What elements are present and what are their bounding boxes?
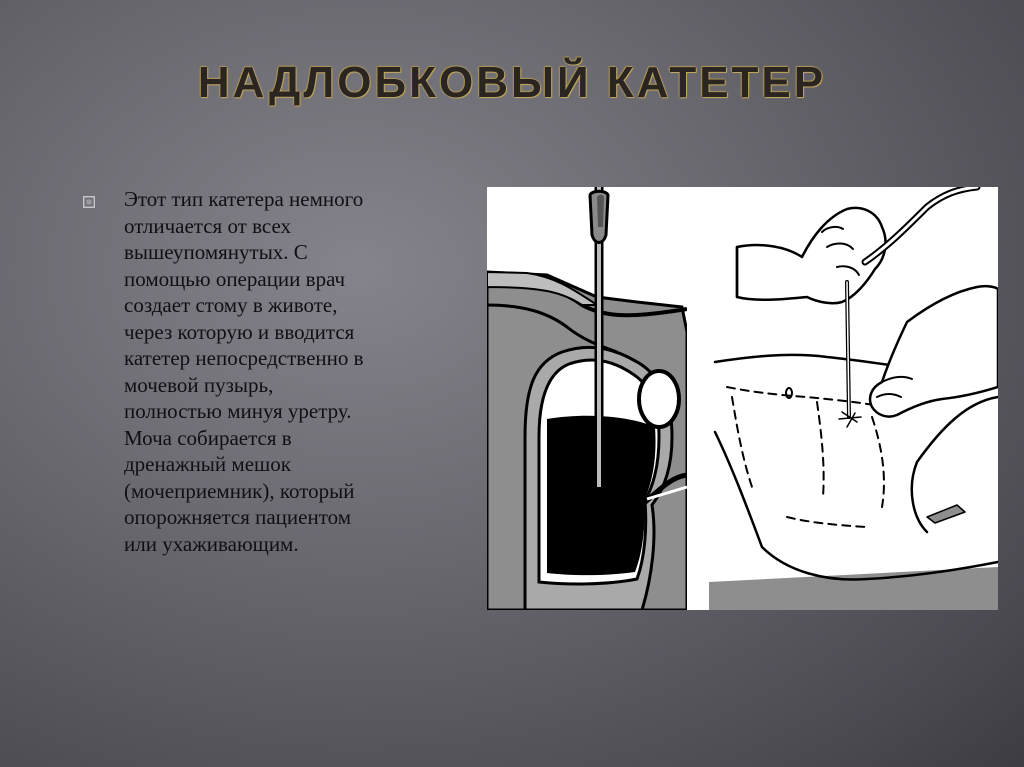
catheter-insertion-drawing (709, 187, 998, 610)
slide-content (80, 186, 485, 557)
bullet-text: Этот тип катетера немного отличается от всех вышеупомянутых. С помощью операции врач создает стому в животе, через которую и вводится катетер непосредственно в мочевой пузырь, полностью минуя уретру. Моча собирается в дренажный мешок (мочеприемник), который опорожняется пациентом или ухаживающим. (124, 187, 364, 556)
suprapubic-catheter-illustration (487, 187, 998, 610)
bladder-cross-section (487, 187, 687, 610)
bullet-item (80, 186, 485, 557)
square-bullet-icon (80, 193, 98, 211)
slide-title: НАДЛОБКОВЫЙ КАТЕТЕР (197, 58, 827, 107)
